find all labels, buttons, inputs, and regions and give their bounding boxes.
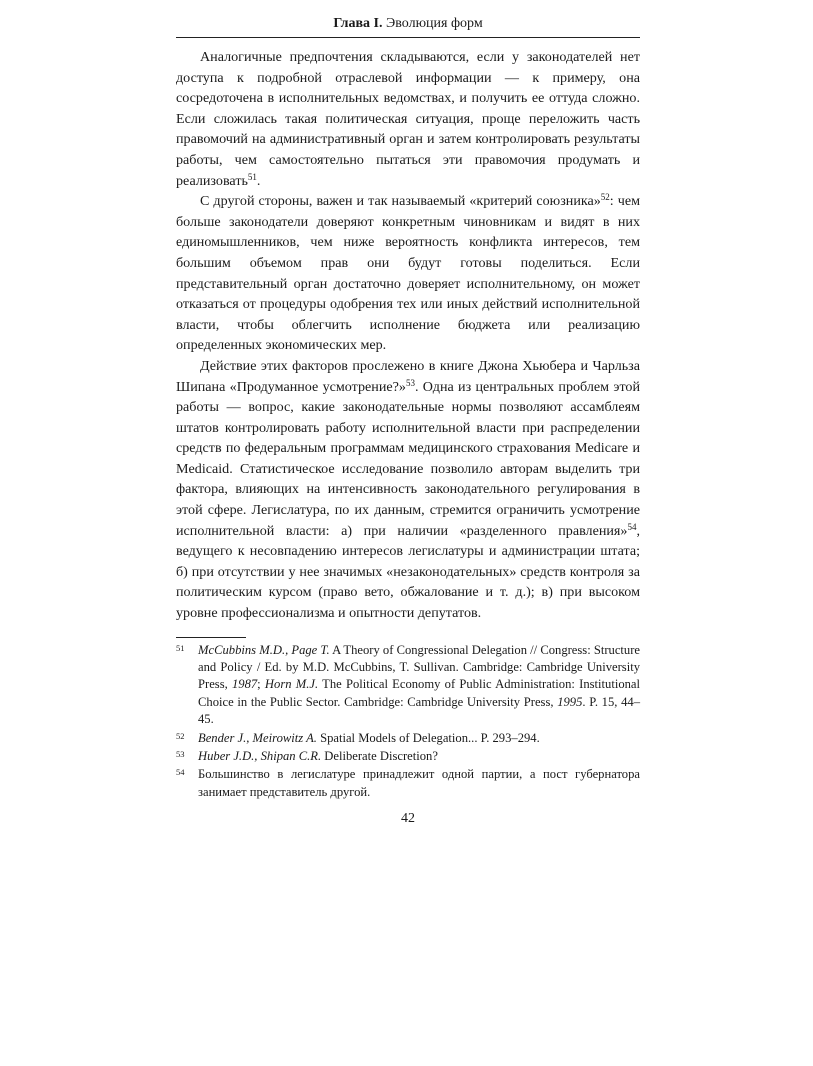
footnote-number: 54 [176, 767, 185, 778]
italic-text: 1987 [231, 677, 258, 692]
footnote [176, 748, 640, 765]
footnote [176, 766, 640, 801]
italic-text: Huber J.D., Shipan C.R. [198, 749, 322, 764]
paragraph [176, 47, 640, 191]
text-run: С другой стороны, важен и так называемый «критерий союзника» [200, 193, 601, 210]
text-run: The Political Economy of Public Administration: Institutional Choice in the Public Sector. Cambridge: Cambridge University Press, [198, 677, 640, 709]
text-run: Большинство в легислатуре принадлежит одной партии, а пост губернатора занимает представитель другой. [198, 767, 640, 799]
book-page [176, 14, 640, 827]
footnote [176, 642, 640, 729]
footnote-number: 53 [176, 749, 185, 760]
paragraph [176, 356, 640, 624]
chapter-label: Глава I. [333, 16, 383, 31]
body-text [176, 47, 640, 624]
footnote-number: 51 [176, 642, 185, 653]
italic-text: 1995 [557, 694, 583, 709]
page-number: 42 [401, 811, 415, 827]
paragraph [176, 191, 640, 356]
italic-text: Horn M.J. [264, 677, 319, 692]
running-header [176, 14, 640, 38]
text-run: Действие этих факторов прослежено в книге Джона Хьюбера и Чарльза Шипана «Продуманное усмотрение?» [176, 357, 640, 395]
text-run: Spatial Models of Delegation... P. 293–294. [316, 730, 540, 745]
footnote-ref: 52 [600, 192, 610, 203]
footnote-ref: 54 [627, 521, 637, 532]
text-run: A Theory of Congressional Delegation // Congress: Structure and Policy / Ed. by M.D. McCubbins, T. Sullivan. Cambridge: Cambridge University Press, [198, 642, 641, 692]
footnote [176, 730, 640, 747]
footnotes [176, 642, 640, 802]
text-run: : чем больше законодатели доверяют конкретным чиновникам и видят в них единомышленников, чем ниже вероятность конфликта интересов, тем большим объемом прав они будут готовы поделиться. Если представительный орган достаточно доверяет исполнительному, он может отказаться от процедуры одобрения тех или иных действий исполнительной власти, чтобы облегчить исполнение бюджета или реализацию определенных экономических мер. [176, 193, 640, 354]
footnote-text [198, 730, 640, 747]
text-run: ; [257, 677, 265, 692]
footnote-divider [176, 637, 246, 638]
footnote-text [198, 748, 640, 765]
footnote-ref: 51 [247, 171, 257, 182]
text-run: Аналогичные предпочтения складываются, если у законодателей нет доступа к подробной отраслевой информации — к примеру, она сосредоточена в исполнительных ведомствах, и получить ее оттуда сложно. Если сложилась такая политическая ситуация, проще переложить часть правомочий на административный орган и затем контролировать результаты работы, чем самостоятельно пытаться эти правомочия продумать и реализовать [176, 49, 640, 189]
italic-text: Bender J., Meirowitz A. [198, 730, 317, 745]
italic-text: McCubbins M.D., Page T. [198, 642, 330, 657]
text-run: . P. 15, 44–45. [198, 694, 640, 727]
text-run: , ведущего к несовпадению интересов легислатуры и администрации штата; б) при отсутствии у нее значимых «незаконодательных» средств контроля за политическим курсом (право вето, обжалование и т. д.); в) при высоком уровне профессионализма и опытности депутатов. [176, 522, 640, 622]
chapter-title: Эволюция форм [386, 16, 483, 31]
text-run: . Одна из центральных проблем этой работы — вопрос, какие законодательные нормы позволяют ассамблеям штатов контролировать работу исполнительной власти при распределении средств по федеральным программам медицинского страхования Medicare и Medicaid. Статистическое исследование позволило авторам выделить три фактора, влияющих на интенсивность законодательного регулирования в этой сфере. Легислатура, по их данным, стремится ограничить усмотрение исполнительной власти: а) при наличии «разделенного правления» [176, 378, 641, 539]
footnote-number: 52 [176, 730, 185, 741]
footnote-text [198, 766, 640, 801]
text-run: . [256, 172, 261, 189]
footnote-ref: 53 [405, 377, 415, 388]
footnote-text [198, 642, 640, 729]
text-run: Deliberate Discretion? [321, 749, 438, 764]
